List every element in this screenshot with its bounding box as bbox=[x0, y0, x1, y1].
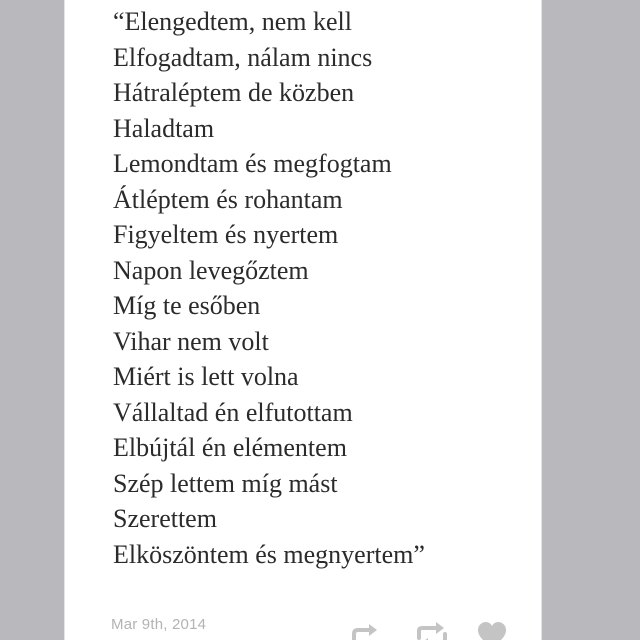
reblog-button[interactable] bbox=[415, 620, 449, 640]
poem-line: Elköszöntem és megnyertem” bbox=[113, 539, 425, 569]
poem-line: Lemondtam és megfogtam bbox=[113, 149, 392, 178]
like-button[interactable] bbox=[475, 620, 509, 640]
poem-line: Vállaltad én elfutottam bbox=[113, 397, 353, 427]
post-card bbox=[64, 0, 542, 640]
poem-line: Figyeltem és nyertem bbox=[113, 220, 339, 249]
share-button[interactable] bbox=[351, 620, 385, 640]
poem-line: Szerettem bbox=[113, 504, 217, 533]
poem-line: Átléptem és rohantam bbox=[113, 184, 343, 214]
poem-text bbox=[113, 4, 425, 572]
poem-line: Napon levegőztem bbox=[113, 255, 309, 285]
poem-line: Vihar nem volt bbox=[113, 326, 269, 356]
poem-line: Miért is lett volna bbox=[113, 362, 299, 391]
poem-line: Szép lettem míg mást bbox=[113, 468, 338, 498]
poem-line: Míg te esőben bbox=[113, 291, 261, 320]
poem-line: Elfogadtam, nálam nincs bbox=[113, 42, 373, 72]
post-actions bbox=[351, 620, 511, 640]
poem-line: Hátraléptem de közben bbox=[113, 78, 355, 107]
share-icon bbox=[351, 620, 385, 640]
poem-line: “Elengedtem, nem kell bbox=[113, 7, 352, 36]
post-date[interactable]: Mar 9th, 2014 bbox=[111, 616, 207, 633]
poem-line: Haladtam bbox=[113, 113, 215, 143]
poem-line: Elbújtál én elémentem bbox=[113, 433, 347, 462]
heart-icon bbox=[475, 620, 509, 640]
reblog-icon bbox=[415, 620, 449, 640]
